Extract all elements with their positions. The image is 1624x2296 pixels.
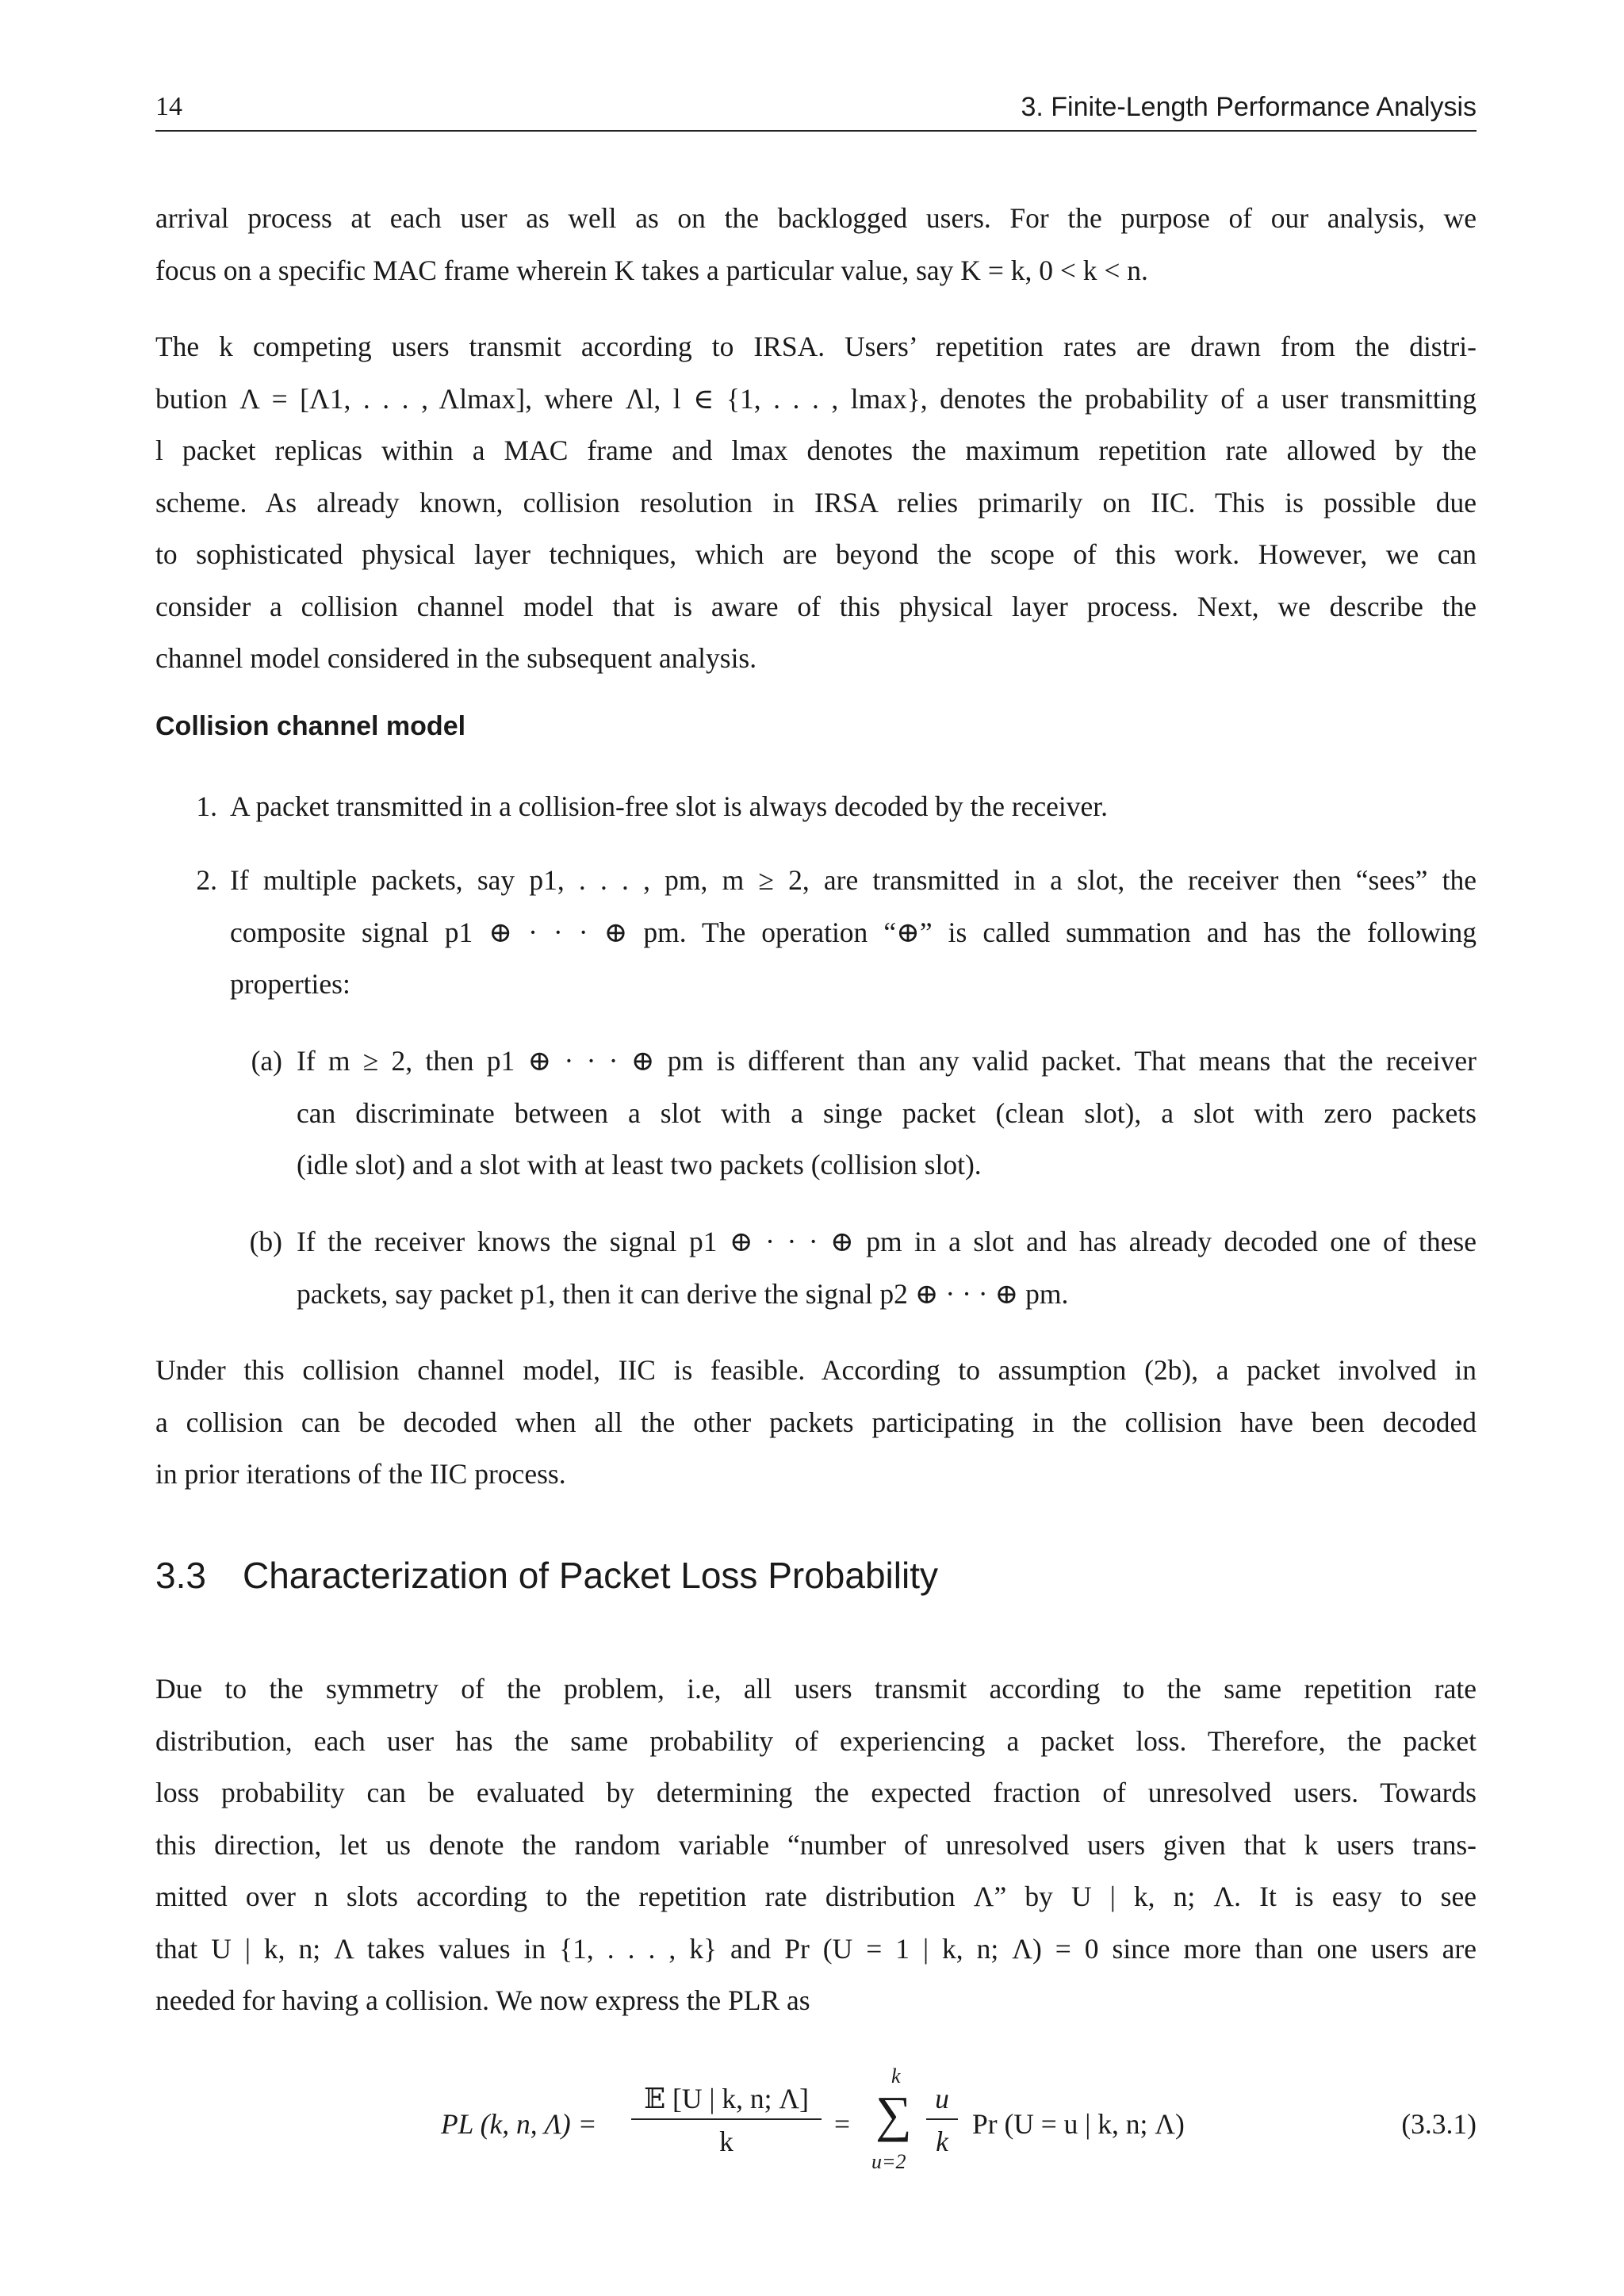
text-line: If m ≥ 2, then p1 ⊕ · · · ⊕ pm is different than any valid packet. That means that the receiver bbox=[297, 1045, 1477, 1077]
text-line: that U | k, n; Λ takes values in {1, . . . , k} and Pr (U = 1 | k, n; Λ) = 0 since more than one users are bbox=[155, 1932, 1477, 1965]
list-marker: 1. bbox=[196, 790, 217, 822]
text-line: needed for having a collision. We now express the PLR as bbox=[155, 1984, 810, 2016]
fraction-denominator: k bbox=[936, 2126, 948, 2157]
running-header bbox=[155, 92, 1477, 132]
section-heading bbox=[155, 1554, 938, 1597]
summation-symbol: ∑ bbox=[875, 2086, 912, 2142]
subheading-collision-model: Collision channel model bbox=[155, 711, 466, 741]
text-line: consider a collision channel model that is aware of this physical layer process. Next, we describe the bbox=[155, 590, 1477, 622]
list-marker: (a) bbox=[251, 1045, 282, 1077]
text-line: packets, say packet p1, then it can derive the signal p2 ⊕ · · · ⊕ pm. bbox=[297, 1277, 1069, 1310]
section-number: 3.3 bbox=[155, 1555, 206, 1596]
list-item-2b bbox=[155, 1216, 1477, 1323]
text-line: can discriminate between a slot with a singe packet (clean slot), a slot with zero packets bbox=[297, 1096, 1477, 1129]
text-line: scheme. As already known, collision resolution in IRSA relies primarily on IIC. This is possible due bbox=[155, 486, 1477, 519]
text-line: The k competing users transmit according to IRSA. Users’ repetition rates are drawn from the distri- bbox=[155, 331, 1477, 362]
text-line: Due to the symmetry of the problem, i.e, all users transmit according to the same repetition rate bbox=[155, 1673, 1477, 1705]
text-line: If multiple packets, say p1, . . . , pm, m ≥ 2, are transmitted in a slot, the receiver then “sees” the bbox=[230, 864, 1477, 896]
equation-fraction-ratio bbox=[926, 2082, 958, 2158]
equals-sign: = bbox=[834, 2108, 851, 2140]
equation-lhs: PL (k, n, Λ) = bbox=[441, 2108, 597, 2140]
text-line: composite signal p1 ⊕ · · · ⊕ pm. The operation “⊕” is called summation and has the following bbox=[230, 916, 1477, 948]
paragraph-intro bbox=[155, 193, 1477, 297]
text-line: distribution, each user has the same probability of experiencing a packet loss. Therefore, the packet bbox=[155, 1724, 1477, 1757]
text-line: A packet transmitted in a collision-free slot is always decoded by the receiver. bbox=[230, 790, 1109, 822]
text-line: l packet replicas within a MAC frame and lmax denotes the maximum repetition rate allowed by the bbox=[155, 434, 1477, 466]
paragraph-irsa bbox=[155, 321, 1477, 685]
list-item-2 bbox=[155, 855, 1477, 1013]
fraction-numerator: 𝔼 [U | k, n; Λ] bbox=[631, 2082, 822, 2120]
text-line: loss probability can be evaluated by determining the expected fraction of unresolved users. Towards bbox=[155, 1777, 1477, 1808]
list-item-1 bbox=[155, 781, 1477, 836]
list-marker: 2. bbox=[196, 864, 217, 896]
text-line: this direction, let us denote the random variable “number of unresolved users given that k users trans- bbox=[155, 1828, 1477, 1861]
text-line: mitted over n slots according to the repetition rate distribution Λ” by U | k, n; Λ. It is easy to see bbox=[155, 1881, 1477, 1912]
text-line: properties: bbox=[230, 968, 350, 1000]
sum-lower-limit: u=2 bbox=[871, 2150, 906, 2173]
text-line: in prior iterations of the IIC process. bbox=[155, 1458, 566, 1490]
list-item-2a bbox=[155, 1035, 1477, 1194]
page-number: 14 bbox=[155, 92, 182, 121]
equation-fraction-expectation bbox=[631, 2082, 822, 2158]
paragraph-plr bbox=[155, 1663, 1477, 2027]
text-line: a collision can be decoded when all the other packets participating in the collision have been decoded bbox=[155, 1406, 1477, 1438]
text-line: channel model considered in the subsequent analysis. bbox=[155, 642, 757, 674]
sum-upper-limit: k bbox=[891, 2064, 901, 2087]
fraction-denominator: k bbox=[719, 2126, 733, 2157]
equation-3-3-1 bbox=[155, 2064, 1477, 2188]
fraction-numerator: u bbox=[926, 2082, 958, 2120]
text-line: Under this collision channel model, IIC is feasible. According to assumption (2b), a packet involved in bbox=[155, 1354, 1477, 1386]
chapter-title: 3. Finite-Length Performance Analysis bbox=[1021, 92, 1477, 122]
text-line: bution Λ = [Λ1, . . . , Λlmax], where Λl, l ∈ {1, . . . , lmax}, denotes the probability of a user transmitting bbox=[155, 382, 1477, 415]
text-line: (idle slot) and a slot with at least two packets (collision slot). bbox=[297, 1149, 982, 1181]
paragraph-iic bbox=[155, 1345, 1477, 1501]
text-line: arrival process at each user as well as on the backlogged users. For the purpose of our analysis, we bbox=[155, 202, 1477, 234]
text-line: focus on a specific MAC frame wherein K takes a particular value, say K = k, 0 < k < n. bbox=[155, 254, 1148, 286]
equation-number: (3.3.1) bbox=[1401, 2108, 1477, 2140]
equation-body bbox=[441, 2064, 1234, 2188]
list-marker: (b) bbox=[249, 1226, 282, 1257]
text-line: to sophisticated physical layer techniques, which are beyond the scope of this work. However, we can bbox=[155, 538, 1477, 570]
section-title: Characterization of Packet Loss Probability bbox=[243, 1555, 938, 1596]
text-line: If the receiver knows the signal p1 ⊕ · · · ⊕ pm in a slot and has already decoded one of these bbox=[297, 1226, 1477, 1257]
equation-rhs: Pr (U = u | k, n; Λ) bbox=[972, 2108, 1185, 2140]
